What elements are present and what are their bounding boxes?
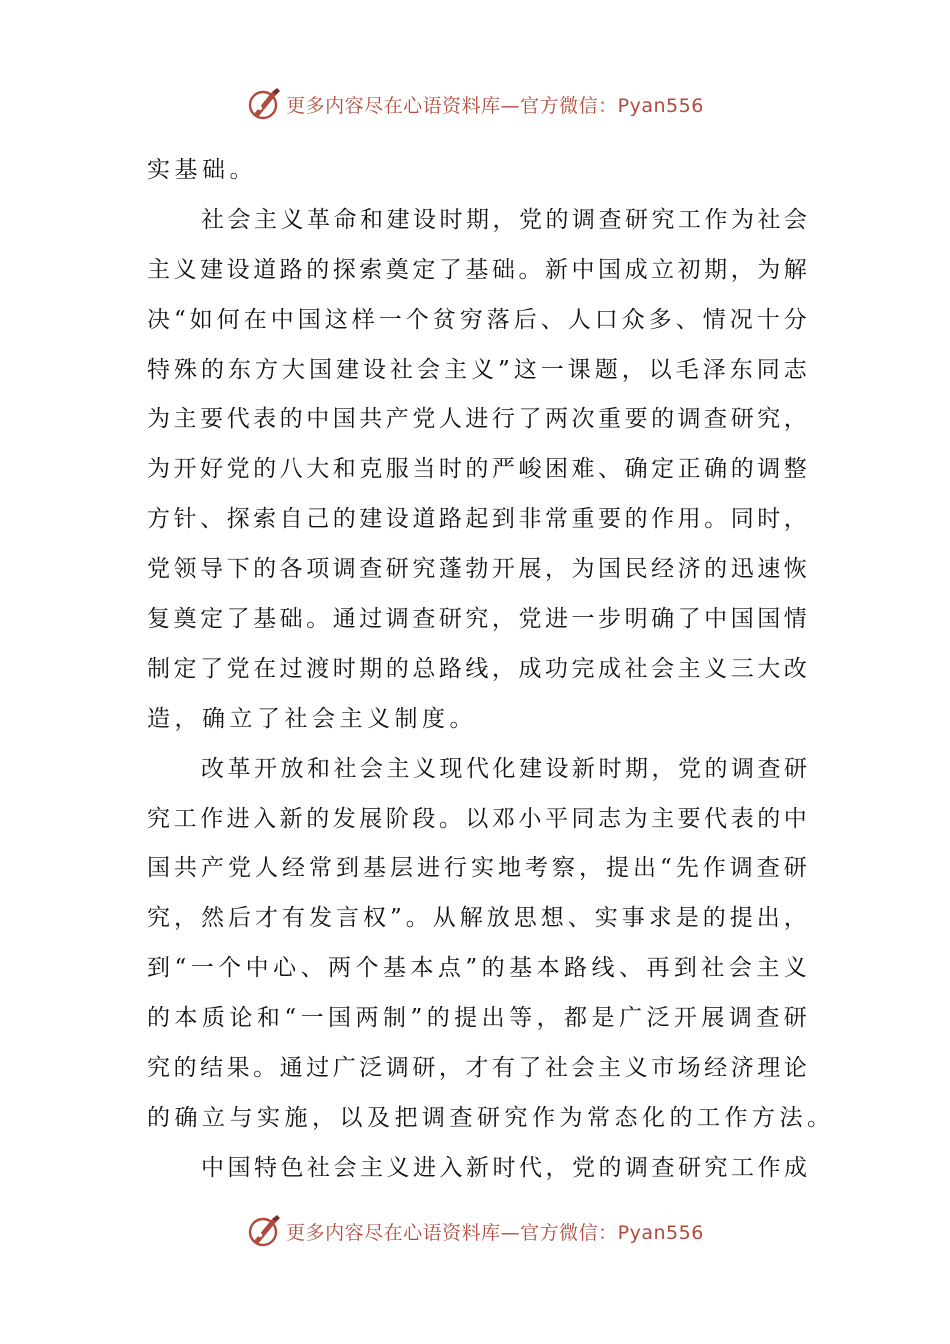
- header-banner: [0, 84, 950, 124]
- text-line: 为 开 好 党 的 八 大 和 克 服 当 时 的 严 峻 困 难 、 确 定 正 确 的 调 整: [147, 456, 807, 483]
- banner-text: 更多内容尽在心语资料库—官方微信：Pyan556: [286, 94, 704, 117]
- text-line: 社 会 主 义 革 命 和 建 设 时 期 ， 党 的 调 查 研 究 工 作 为 社 会: [201, 206, 807, 233]
- text-line: 为 主 要 代 表 的 中 国 共 产 党 人 进 行 了 两 次 重 要 的 调 查 研 究 ，: [147, 406, 807, 433]
- text-line: 中 国 特 色 社 会 主 义 进 入 新 时 代 ， 党 的 调 查 研 究 工 作 成: [201, 1154, 807, 1181]
- banner-text: 更多内容尽在心语资料库—官方微信：Pyan556: [286, 1221, 704, 1244]
- text-line: 方 针 、 探 索 自 己 的 建 设 道 路 起 到 非 常 重 要 的 作 用 。 同 时 ，: [147, 506, 807, 533]
- text-line: 国 共 产 党 人 经 常 到 基 层 进 行 实 地 考 察 ， 提 出 “ 先 作 调 查 研: [147, 855, 807, 882]
- document-body: [147, 146, 835, 1194]
- text-line: 特 殊 的 东 方 大 国 建 设 社 会 主 义 ” 这 一 课 题 ， 以 毛 泽 东 同 志: [147, 356, 807, 383]
- text-line: 复 奠 定 了 基 础 。 通 过 调 查 研 究 ， 党 进 一 步 明 确 了 中 国 国 情: [147, 606, 807, 633]
- text-line: 实基础。: [147, 157, 257, 183]
- text-line: 改 革 开 放 和 社 会 主 义 现 代 化 建 设 新 时 期 ， 党 的 调 查 研: [201, 755, 807, 782]
- footer-banner: [0, 1211, 950, 1251]
- pen-logo-icon: [246, 86, 282, 122]
- text-line: 造，确立了社会主义制度。: [147, 705, 477, 732]
- text-line: 究 的 结 果 。 通 过 广 泛 调 研 ， 才 有 了 社 会 主 义 市 场 经 济 理 论: [147, 1055, 807, 1082]
- text-line: 制 定 了 党 在 过 渡 时 期 的 总 路 线 ， 成 功 完 成 社 会 主 义 三 大 改: [147, 655, 807, 682]
- text-line: 到 “ 一 个 中 心 、 两 个 基 本 点 ” 的 基 本 路 线 、 再 到 社 会 主 义: [147, 955, 807, 982]
- text-line: 党 领 导 下 的 各 项 调 查 研 究 蓬 勃 开 展 ， 为 国 民 经 济 的 迅 速 恢: [147, 556, 807, 583]
- pen-logo-icon: [246, 1213, 282, 1249]
- text-line: 的确立与实施，以及把调查研究作为常态化的工作方法。: [147, 1104, 835, 1131]
- text-line: 究 工 作 进 入 新 的 发 展 阶 段 。 以 邓 小 平 同 志 为 主 要 代 表 的 中: [147, 805, 807, 832]
- text-line: 的 本 质 论 和 “ 一 国 两 制 ” 的 提 出 等 ， 都 是 广 泛 开 展 调 查 研: [147, 1005, 807, 1032]
- text-line: 主 义 建 设 道 路 的 探 索 奠 定 了 基 础 。 新 中 国 成 立 初 期 ， 为 解: [147, 256, 807, 283]
- text-line: 究 ， 然 后 才 有 发 言 权 ” 。 从 解 放 思 想 、 实 事 求 是 的 提 出 ，: [147, 905, 807, 932]
- text-line: 决 “ 如 何 在 中 国 这 样 一 个 贫 穷 落 后 、 人 口 众 多 、 情 况 十 分: [147, 306, 807, 333]
